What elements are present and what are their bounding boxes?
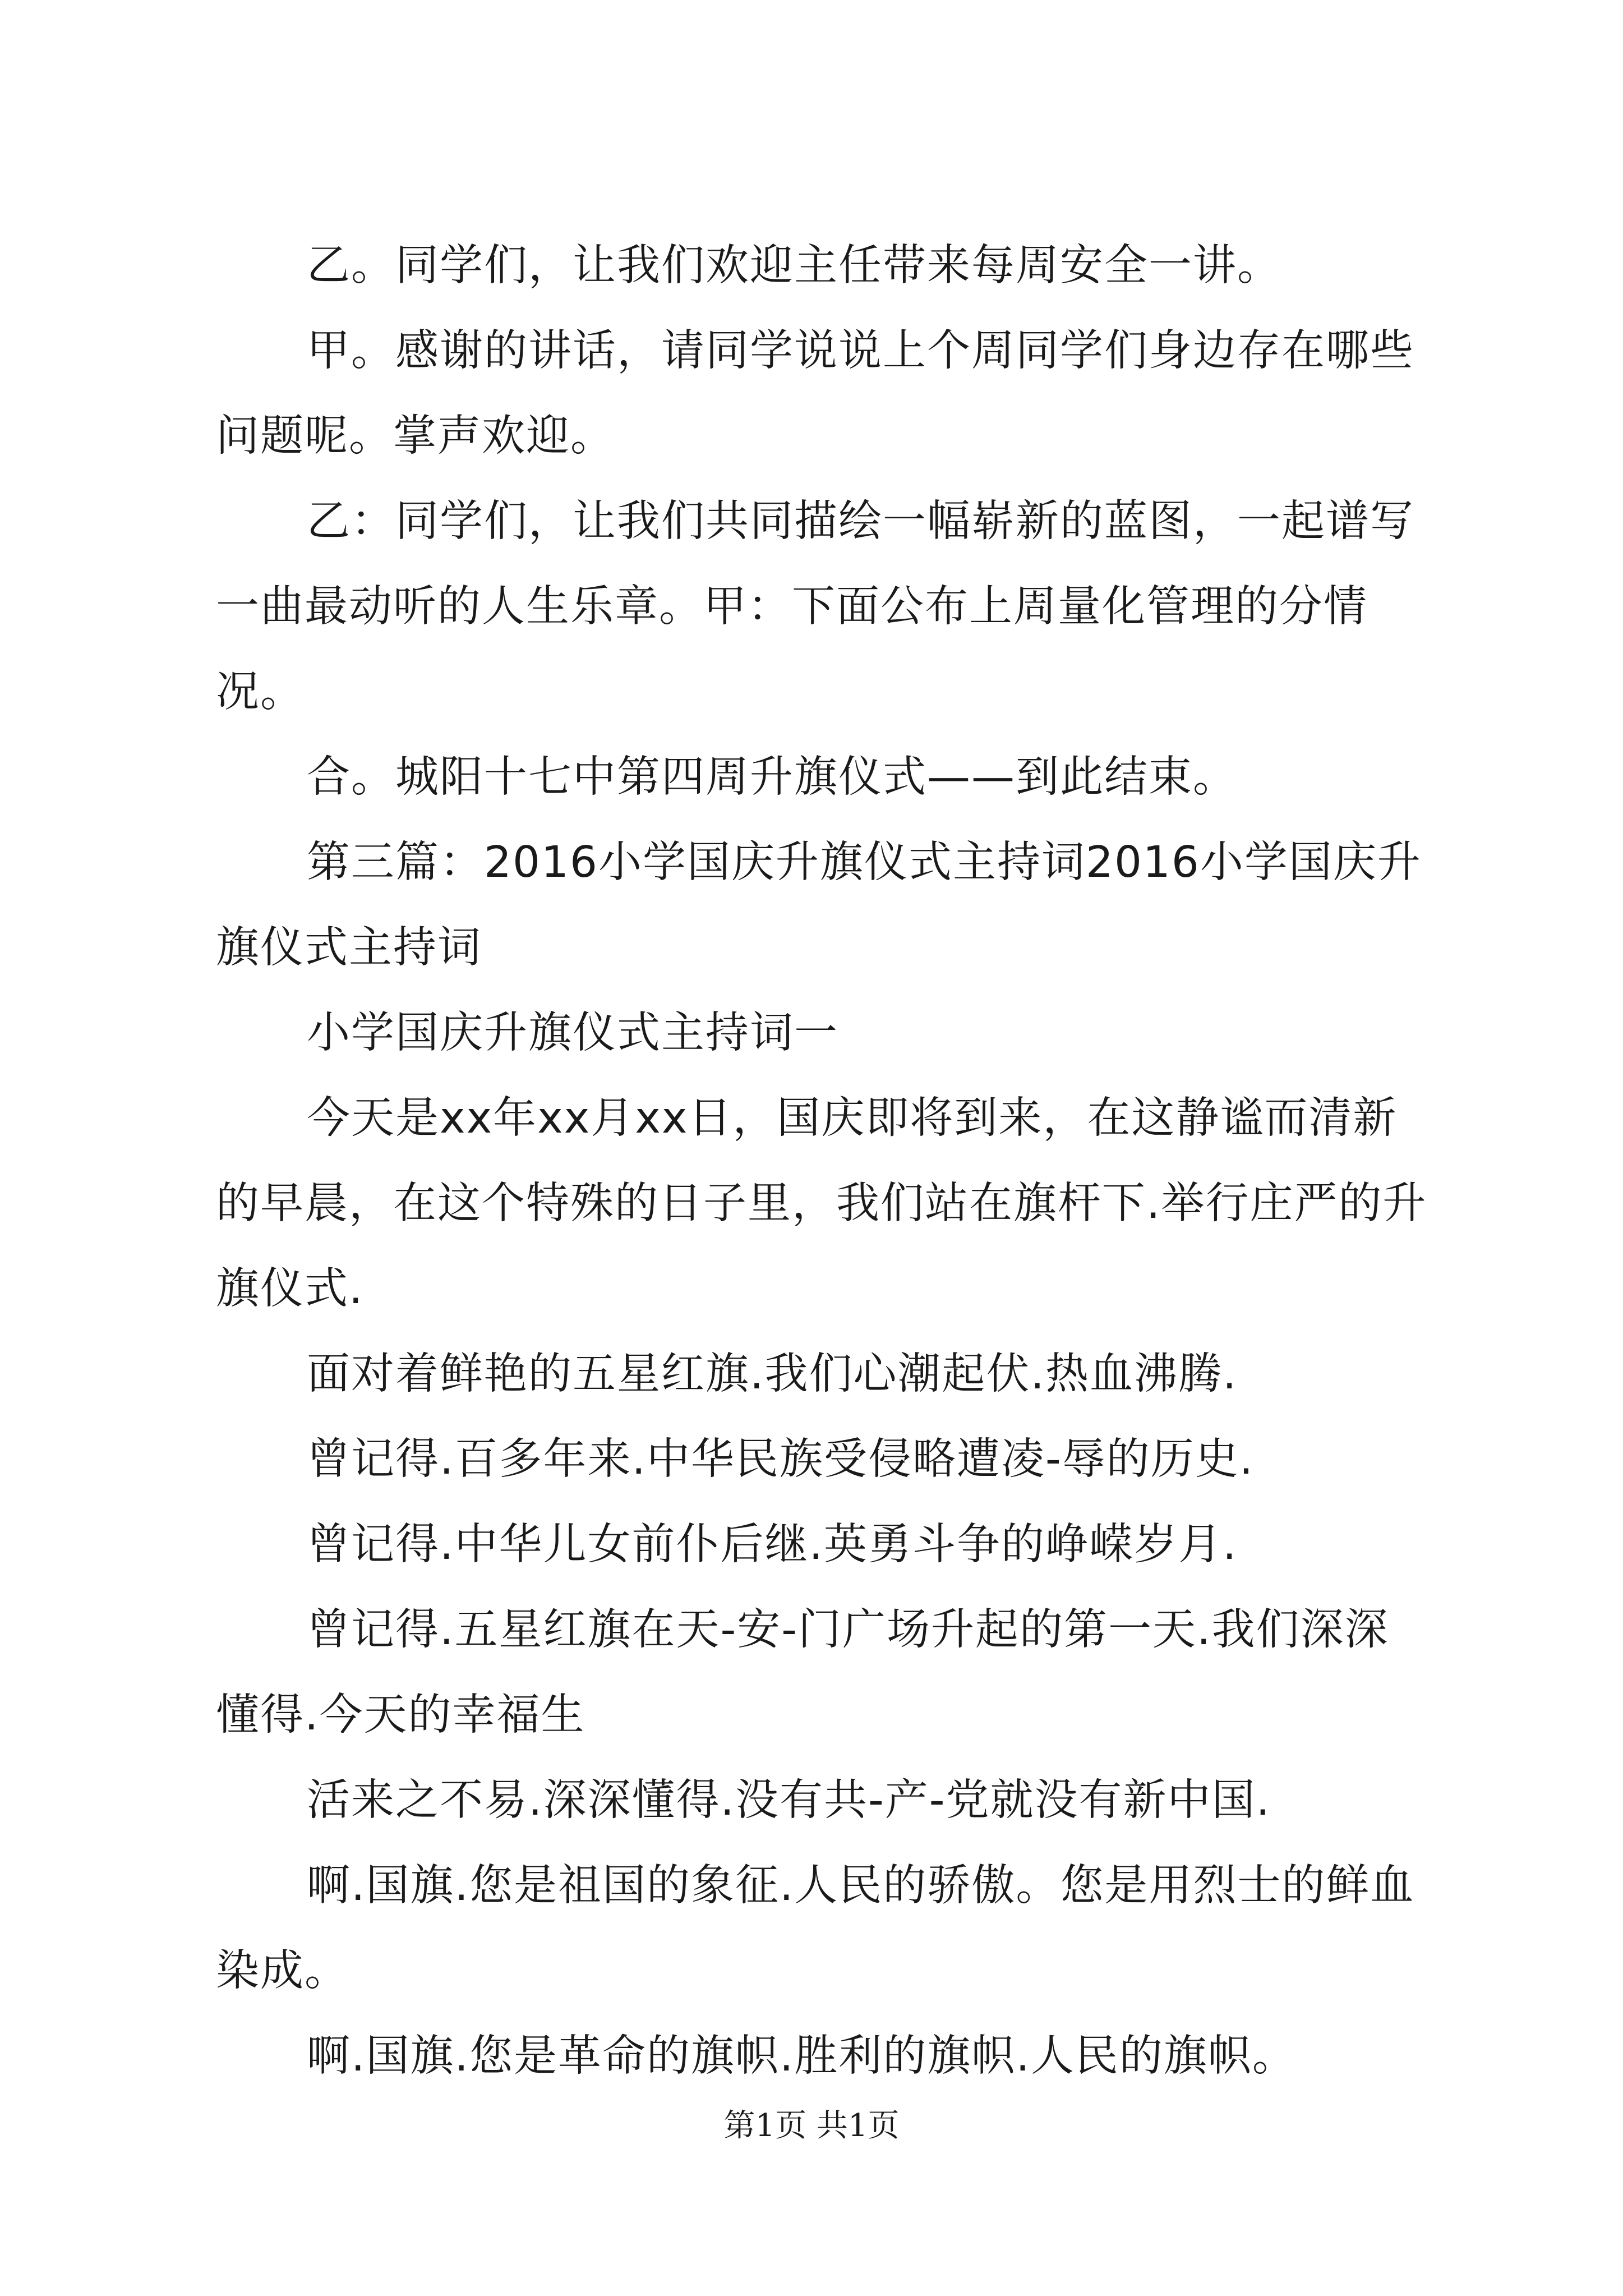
paragraph-13: 啊.国旗.您是祖国的象征.人民的骄傲。您是用烈士的鲜血染成。 xyxy=(216,1861,1415,1996)
paragraph-1: 乙。同学们，让我们欢迎主任带来每周安全一讲。 xyxy=(307,241,1281,291)
paragraph-3: 乙：同学们，让我们共同描绘一幅崭新的蓝图，一起谱写一曲最动听的人生乐章。甲：下面公布上周量化管理的分情况。 xyxy=(216,496,1414,717)
section-heading: 第三篇：2016小学国庆升旗仪式主持词2016小学国庆升旗仪式主持词 xyxy=(216,838,1422,973)
paragraph-2: 甲。感谢的讲话，请同学说说上个周同学们身边存在哪些问题呢。掌声欢迎。 xyxy=(216,326,1414,461)
paragraph-10: 曾记得.中华儿女前仆后继.英勇斗争的峥嵘岁月. xyxy=(307,1520,1238,1570)
subsection-heading: 小学国庆升旗仪式主持词一 xyxy=(307,1008,838,1058)
paragraph-14: 啊.国旗.您是革命的旗帜.胜利的旗帜.人民的旗帜。 xyxy=(307,2031,1297,2081)
paragraph-11: 曾记得.五星红旗在天-安-门广场升起的第一天.我们深深懂得.今天的幸福生 xyxy=(216,1605,1389,1740)
page-number-label: 第1页 共1页 xyxy=(723,2108,900,2144)
document-body xyxy=(216,223,1427,2099)
page-footer xyxy=(0,2106,1623,2146)
paragraph-8: 面对着鲜艳的五星红旗.我们心潮起伏.热血沸腾. xyxy=(307,1349,1238,1399)
paragraph-4: 合。城阳十七中第四周升旗仪式——到此结束。 xyxy=(307,752,1237,802)
paragraph-12: 活来之不易.深深懂得.没有共-产-党就没有新中国. xyxy=(307,1775,1271,1825)
paragraph-9: 曾记得.百多年来.中华民族受侵略遭凌-辱的历史. xyxy=(307,1434,1255,1484)
paragraph-7: 今天是xx年xx月xx日，国庆即将到来，在这静谧而清新的早晨，在这个特殊的日子里，我们站在旗杆下.举行庄严的升旗仪式. xyxy=(216,1093,1427,1314)
